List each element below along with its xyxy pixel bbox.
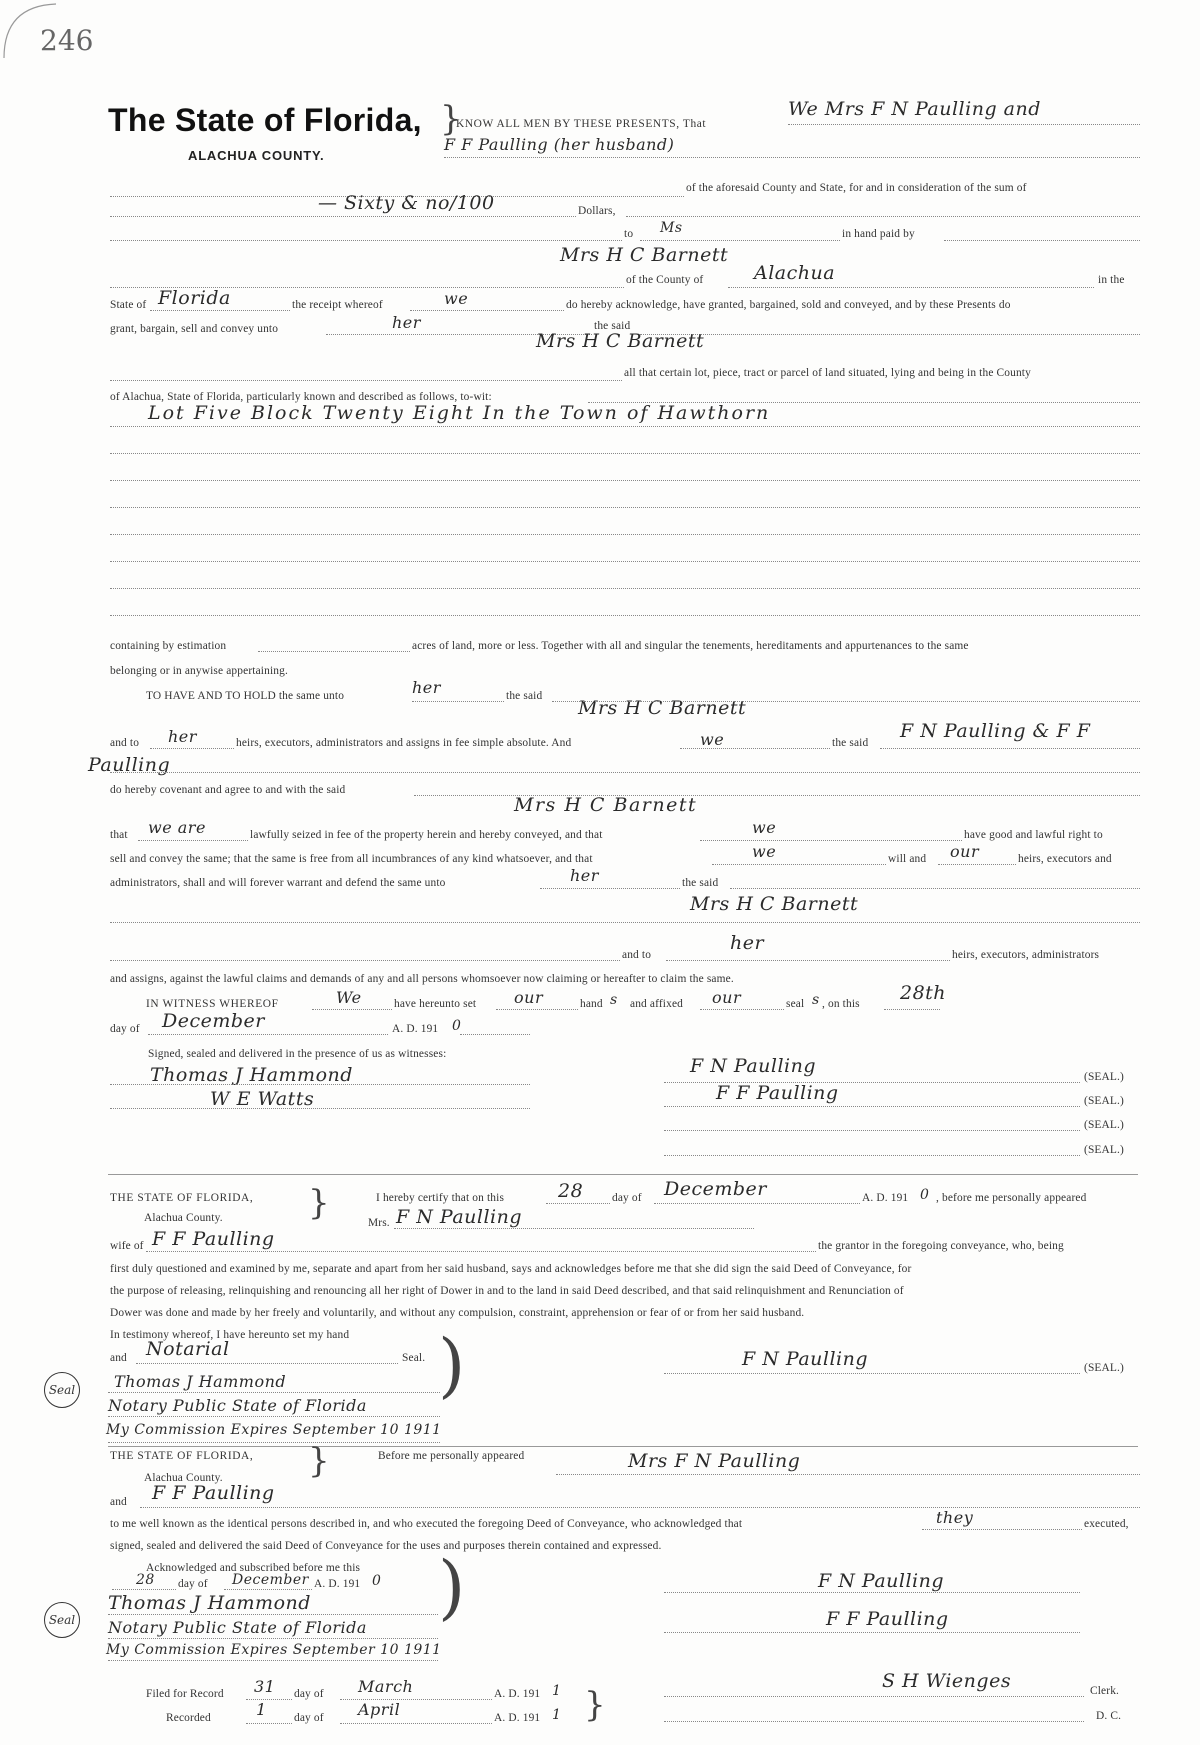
clerk-label: Clerk.: [1090, 1685, 1120, 1697]
grantee-name-3: Mrs H C Barnett: [578, 697, 747, 719]
assigns-text: and assigns, against the lawful claims and demands of any and all persons whomsoever now claiming or hereafter to claim the same.: [110, 973, 734, 985]
dower-notary-3: My Commission Expires September 10 1911: [106, 1422, 442, 1438]
grantor-text: the grantor in the foregoing conveyance, who, being: [818, 1240, 1064, 1252]
the-said-label: the said: [594, 320, 631, 332]
fill-line: [138, 840, 248, 841]
fill-line: [788, 124, 1140, 125]
lawfully-text: lawfully seized in fee of the property herein and hereby conveyed, and that: [250, 829, 603, 841]
to-have-handwritten: her: [412, 678, 441, 697]
in-the-label: in the: [1098, 274, 1125, 286]
fill-line: [664, 1721, 1084, 1722]
will-handwritten: our: [950, 842, 980, 861]
section-divider: [108, 1174, 1138, 1175]
grantee-name-4: Mrs H C Barnett: [514, 794, 698, 816]
that-handwritten: we are: [148, 818, 206, 837]
dower-notary-1: Thomas J Hammond: [114, 1372, 287, 1391]
ack-day-of: day of: [178, 1578, 208, 1590]
grantors-handwritten: F N Paulling & F F: [900, 720, 1091, 742]
fill-line: [680, 748, 830, 749]
fill-line: [110, 534, 1140, 535]
ack-they: they: [936, 1508, 974, 1527]
fill-line: [312, 1009, 392, 1010]
recorded-label: Recorded: [166, 1712, 211, 1724]
the-said-label-3: the said: [832, 737, 869, 749]
witness-we: We: [336, 988, 362, 1007]
witness-1: Thomas J Hammond: [150, 1064, 353, 1086]
testimony-brace: ): [438, 1324, 466, 1406]
fill-line: [664, 1155, 1080, 1156]
know-all-text: KNOW ALL MEN BY THESE PRESENTS, That: [456, 118, 707, 130]
that-label: that: [110, 829, 128, 841]
seal-label-2: (SEAL.): [1084, 1095, 1124, 1107]
sell-convey-text: sell and convey the same; that the same is free from all incumbrances of any kind whatsoever, and that: [110, 853, 593, 865]
filed-month: March: [358, 1677, 414, 1696]
dower-signature: F N Paulling: [742, 1348, 869, 1370]
fill-line: [110, 380, 622, 381]
ack-notary-1: Thomas J Hammond: [108, 1592, 311, 1614]
seal-label-4: (SEAL.): [1084, 1144, 1124, 1156]
dower-ad: A. D. 191: [862, 1192, 909, 1204]
on-this-label: , on this: [822, 998, 860, 1010]
ack-brace: }: [308, 1441, 330, 1481]
fill-line: [460, 1034, 530, 1035]
of-alachua-text: of Alachua, State of Florida, particularly known and described as follows, to-wit:: [110, 391, 492, 403]
ack-day: 28: [136, 1572, 155, 1588]
fill-line: [654, 1203, 860, 1204]
state-handwritten: Florida: [158, 287, 231, 309]
fill-line: [730, 888, 1140, 889]
dower-text-3: Dower was done and made by her freely and voluntarily, and without any compulsion, constraint, apprehension or fear of or from her said husband.: [110, 1307, 805, 1319]
recorded-day: 1: [256, 1700, 267, 1719]
fill-line: [640, 240, 840, 241]
fill-line: [944, 240, 1140, 241]
ack-month: December: [232, 1572, 309, 1588]
lawfully-handwritten: we: [752, 818, 777, 837]
state-of-label: State of: [110, 299, 147, 311]
hand-paid-label: in hand paid by: [842, 228, 915, 240]
county-of-label: of the County of: [626, 274, 704, 286]
hand-s: s: [610, 992, 618, 1008]
fill-line: [246, 1723, 292, 1724]
to-handwritten: Ms: [660, 220, 683, 236]
grantee-name-2: Mrs H C Barnett: [536, 330, 705, 352]
seal-word: Seal.: [402, 1352, 426, 1364]
fill-line: [112, 1589, 176, 1590]
mrs-label: Mrs.: [368, 1217, 390, 1229]
ack-person-1: Mrs F N Paulling: [628, 1450, 801, 1472]
witness-day: 28th: [900, 982, 947, 1004]
fill-line: [552, 701, 1140, 702]
grantors-line1: We Mrs F N Paulling and: [788, 98, 1041, 120]
seal-label: seal: [786, 998, 805, 1010]
ack-state: THE STATE OF FLORIDA,: [110, 1450, 254, 1462]
dower-text-1: first duly questioned and examined by me, separate and apart from her said husband, says and acknowledges before me that she did sign the said Deed of Conveyance, for: [110, 1263, 912, 1275]
dower-text-2: the purpose of releasing, relinquishing and renouncing all her right of Dower in and to the land in said Deed described, and that said relinquishment and Renunciation of: [110, 1285, 904, 1297]
page-number: 246: [40, 24, 94, 57]
ack-year-digit: 0: [372, 1573, 382, 1589]
notary-seal-mark: Seal: [44, 1372, 80, 1408]
covenant-text: do hereby covenant and agree to and with the said: [110, 784, 346, 796]
ack-county: Alachua County.: [144, 1472, 223, 1484]
fill-line: [884, 1009, 940, 1010]
recorded-day-of: day of: [294, 1712, 324, 1724]
fill-line: [938, 864, 1016, 865]
fill-line: [110, 772, 1140, 773]
ack-signature-2: F F Paulling: [826, 1608, 949, 1630]
ack-ad: A. D. 191: [314, 1578, 361, 1590]
fill-line: [110, 480, 1140, 481]
dower-seal-label: (SEAL.): [1084, 1362, 1124, 1374]
fill-line: [108, 1442, 440, 1443]
fill-line: [712, 864, 886, 865]
the-said-label-4: the said: [682, 877, 719, 889]
notarial-handwritten: Notarial: [146, 1338, 230, 1360]
dower-husband: F F Paulling: [152, 1228, 275, 1250]
recorded-year: 1: [552, 1707, 562, 1723]
witness-our-2: our: [712, 988, 742, 1007]
dower-day: 28: [558, 1180, 584, 1202]
fill-line: [412, 701, 504, 702]
acres-text: acres of land, more or less. Together with all and singular the tenements, hereditaments and appurtenances to the same: [412, 640, 969, 652]
and-to-label-2: and to: [622, 949, 652, 961]
and-label: and: [110, 1352, 127, 1364]
fill-line: [666, 960, 950, 961]
fill-line: [700, 840, 962, 841]
filed-year: 1: [552, 1683, 562, 1699]
fill-line: [108, 1660, 438, 1661]
heirs-executors-text-2: heirs, executors and: [1018, 853, 1112, 865]
fill-line: [664, 1106, 1080, 1107]
dower-brace: }: [308, 1183, 330, 1223]
county-handwritten: Alachua: [754, 262, 836, 284]
fill-line: [626, 216, 1140, 217]
seal-label-3: (SEAL.): [1084, 1119, 1124, 1131]
fill-line: [258, 651, 410, 652]
fill-line: [140, 1507, 1140, 1508]
fill-line: [546, 1203, 610, 1204]
witness-2: W E Watts: [210, 1088, 315, 1110]
ack-and: and: [110, 1496, 127, 1508]
fill-line: [108, 1638, 438, 1639]
signature-2: F F Paulling: [716, 1082, 839, 1104]
admin-handwritten: her: [570, 866, 599, 885]
day-of-label: day of: [110, 1023, 140, 1035]
fill-line: [246, 1699, 292, 1700]
fill-line: [110, 1084, 530, 1085]
fill-line: [700, 1009, 784, 1010]
testimony-text: In testimony whereof, I have hereunto set my hand: [110, 1329, 350, 1341]
and-to-label: and to: [110, 737, 140, 749]
administrators-text: administrators, shall and will forever warrant and defend the same unto: [110, 877, 446, 889]
filing-brace: }: [584, 1685, 606, 1725]
fill-line: [148, 1034, 388, 1035]
dollars-label: Dollars,: [578, 205, 616, 217]
recorded-ad: A. D. 191: [494, 1712, 541, 1724]
aforesaid-text: of the aforesaid County and State, for and in consideration of the sum of: [686, 182, 1027, 194]
good-right-text: have good and lawful right to: [964, 829, 1103, 841]
dower-state: THE STATE OF FLORIDA,: [110, 1192, 254, 1204]
fill-line: [110, 507, 1140, 508]
fill-line: [728, 287, 1094, 288]
and-handwritten: we: [700, 730, 725, 749]
filed-ad: A. D. 191: [494, 1688, 541, 1700]
fill-line: [880, 748, 1140, 749]
dower-county: Alachua County.: [144, 1212, 223, 1224]
fill-line: [110, 561, 1140, 562]
recorded-month: April: [358, 1700, 401, 1719]
fill-line: [224, 1589, 312, 1590]
section-divider: [108, 1446, 1138, 1447]
fill-line: [664, 1130, 1080, 1131]
sell-handwritten: we: [752, 842, 777, 861]
filed-label: Filed for Record: [146, 1688, 224, 1700]
before-me-text: , before me personally appeared: [936, 1192, 1087, 1204]
seal-label-1: (SEAL.): [1084, 1071, 1124, 1083]
dc-label: D. C.: [1096, 1710, 1122, 1722]
the-said-label-2: the said: [506, 690, 543, 702]
header-brace: }: [440, 99, 462, 139]
ack-seal-mark: Seal: [44, 1602, 80, 1638]
fill-line: [150, 310, 290, 311]
receipt-handwritten: we: [444, 289, 469, 308]
dower-day-of: day of: [612, 1192, 642, 1204]
unto-handwritten: her: [392, 313, 421, 332]
fill-line: [664, 1592, 1080, 1593]
signed-text: Signed, sealed and delivered in the presence of us as witnesses:: [148, 1048, 447, 1060]
heirs-executors-text: heirs, executors, administrators and assigns in fee simple absolute. And: [236, 737, 572, 749]
ack-notary-2: Notary Public State of Florida: [108, 1618, 367, 1637]
will-and-label: will and: [888, 853, 927, 865]
county-title: ALACHUA COUNTY.: [188, 148, 325, 163]
heirs-admin-text: heirs, executors, administrators: [952, 949, 1100, 961]
witness-year-digit: 0: [452, 1018, 462, 1034]
fill-line: [444, 157, 1140, 158]
dower-month: December: [664, 1178, 767, 1200]
witness-our: our: [514, 988, 544, 1007]
receipt-label: the receipt whereof: [292, 299, 383, 311]
ack-person-2: F F Paulling: [152, 1482, 275, 1504]
fill-line: [664, 1632, 1080, 1633]
fill-line: [340, 1723, 492, 1724]
dower-notary-2: Notary Public State of Florida: [108, 1396, 367, 1415]
fill-line: [496, 1009, 578, 1010]
land-description: Lot Five Block Twenty Eight In the Town of Hawthorn: [148, 402, 771, 424]
fill-line: [922, 1529, 1082, 1530]
state-title: The State of Florida,: [108, 102, 422, 138]
amount-handwritten: — Sixty & no/100: [318, 192, 495, 214]
fill-line: [108, 1392, 440, 1393]
fill-line: [110, 922, 1140, 923]
fill-line: [110, 240, 622, 241]
ack-before-me: Before me personally appeared: [378, 1450, 525, 1462]
fill-line: [110, 216, 576, 217]
fill-line: [110, 453, 1140, 454]
in-witness-label: IN WITNESS WHEREOF: [146, 998, 279, 1010]
grantee-name-5: Mrs H C Barnett: [690, 893, 859, 915]
ack-signature-1: F N Paulling: [818, 1570, 945, 1592]
ack-acknowledged: Acknowledged and subscribed before me this: [146, 1562, 361, 1574]
fill-line: [136, 1363, 398, 1364]
fill-line: [394, 1228, 754, 1229]
filed-day: 31: [254, 1677, 276, 1696]
wife-of-label: wife of: [110, 1240, 144, 1252]
witness-month: December: [162, 1010, 265, 1032]
grantee-name: Mrs H C Barnett: [560, 244, 729, 266]
fill-line: [540, 888, 680, 889]
fill-line: [410, 310, 564, 311]
to-label: to: [624, 228, 634, 240]
have-set-label: have hereunto set: [394, 998, 477, 1010]
ad-label: A. D. 191: [392, 1023, 439, 1035]
and-to-handwritten-2: her: [730, 932, 765, 954]
fill-line: [150, 748, 234, 749]
acknowledge-text: do hereby acknowledge, have granted, bargained, sold and conveyed, and by these Presents do: [566, 299, 1011, 311]
certify-text: I hereby certify that on this: [376, 1192, 505, 1204]
clerk-signature: S H Wienges: [882, 1670, 1012, 1692]
grantors-line2: F F Paulling (her husband): [444, 135, 675, 154]
containing-label: containing by estimation: [110, 640, 227, 652]
fill-line: [664, 1696, 1084, 1697]
fill-line: [640, 334, 1140, 335]
belonging-text: belonging or in anywise appertaining.: [110, 665, 288, 677]
fill-line: [110, 615, 1140, 616]
seal-s: s: [812, 992, 820, 1008]
fill-line: [664, 1373, 1080, 1374]
and-to-handwritten: her: [168, 727, 197, 746]
ack-text-1: to me well known as the identical persons described in, and who executed the foregoing Deed of Conveyance, who acknowledged that: [110, 1518, 743, 1530]
fill-line: [110, 426, 1140, 427]
ack-brace-2: ): [438, 1546, 466, 1628]
dower-mrs-name: F N Paulling: [396, 1206, 523, 1228]
fill-line: [110, 1108, 530, 1109]
hand-label: hand: [580, 998, 603, 1010]
ack-executed: executed,: [1084, 1518, 1129, 1530]
ack-text-2: signed, sealed and delivered the said Deed of Conveyance for the uses and purposes therein contained and expressed.: [110, 1540, 662, 1552]
fill-line: [108, 1416, 440, 1417]
fill-line: [556, 1474, 1140, 1475]
and-affixed-label: and affixed: [630, 998, 683, 1010]
fill-line: [108, 1614, 438, 1615]
grantors-continued: Paulling: [88, 754, 171, 776]
all-that-text: all that certain lot, piece, tract or parcel of land situated, lying and being in the County: [624, 367, 1031, 379]
ack-notary-3: My Commission Expires September 10 1911: [106, 1642, 442, 1658]
filed-day-of: day of: [294, 1688, 324, 1700]
fill-line: [146, 1251, 816, 1252]
signature-1: F N Paulling: [690, 1055, 817, 1077]
fill-line: [110, 588, 1140, 589]
to-have-label: TO HAVE AND TO HOLD the same unto: [146, 690, 345, 702]
dower-year-digit: 0: [920, 1187, 930, 1203]
fill-line: [110, 960, 620, 961]
grant-convey-label: grant, bargain, sell and convey unto: [110, 323, 279, 335]
